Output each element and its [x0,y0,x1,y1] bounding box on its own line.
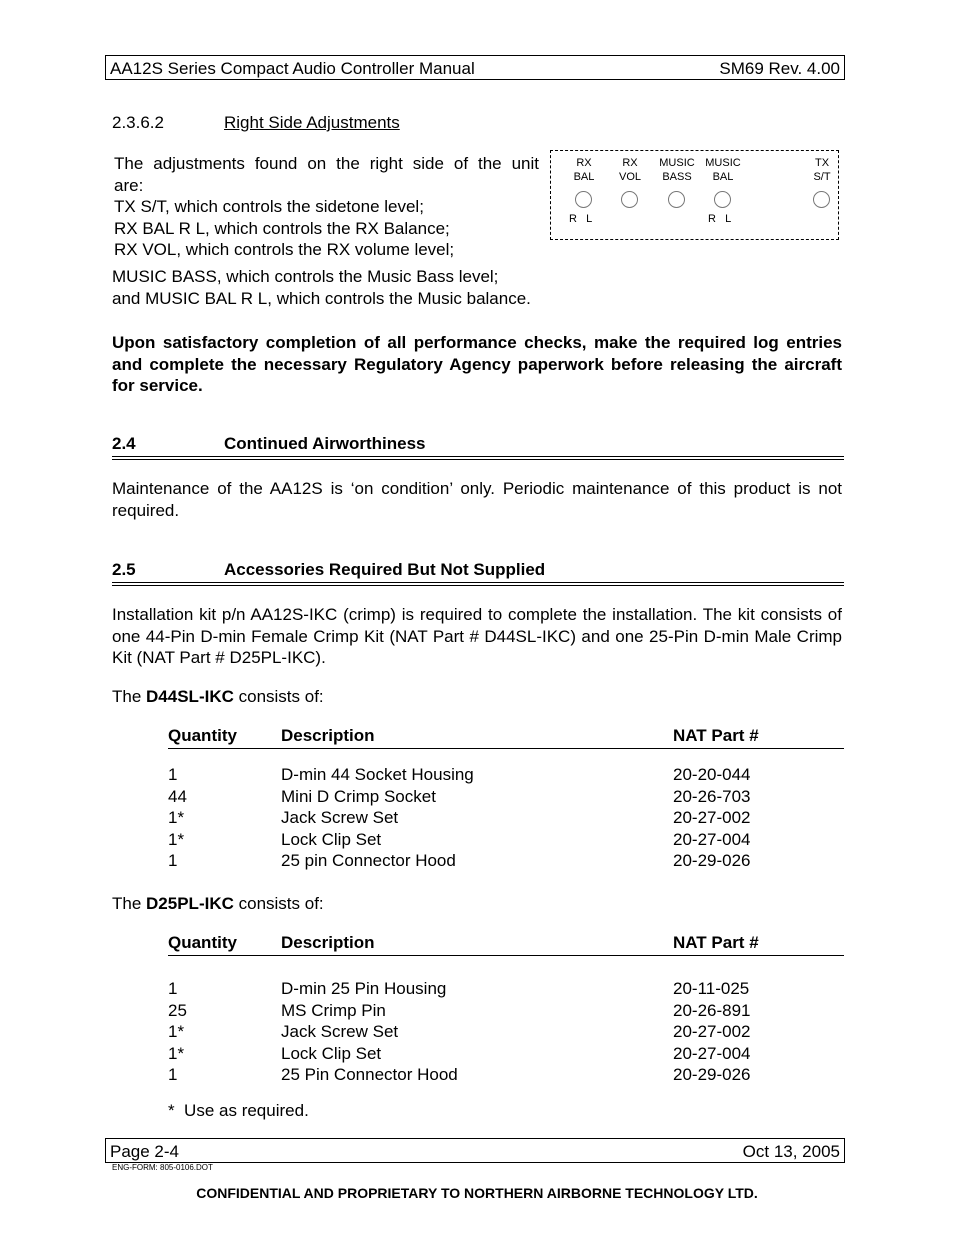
table-row: 1* Lock Clip Set 20-27-004 [168,1043,751,1063]
kit1-header-rule [168,748,844,749]
music-bass-knob-icon [668,191,685,208]
section-25-number: 2.5 [112,560,136,579]
adjust-line-7: and MUSIC BAL R L, which controls the Music balance. [112,289,531,308]
table-row: 44 Mini D Crimp Socket 20-26-703 [168,786,751,806]
table-row: 1 25 pin Connector Hood 20-29-026 [168,851,751,870]
table-row: 1 25 Pin Connector Hood 20-29-026 [168,1065,751,1084]
adjust-line-6: MUSIC BASS, which controls the Music Bass level; [112,267,499,286]
kit2-intro: The D25PL-IKC consists of: [112,894,324,913]
adjust-line-1: The adjustments found on the right side of the unit [114,154,539,173]
adjust-line-4: RX BAL R L, which controls the RX Balance; [114,219,450,238]
footer-date: Oct 13, 2005 [742,1142,840,1161]
knob-label-rx-vol: RX VOL [618,157,641,183]
kit1-intro: The D44SL-IKC consists of: [112,687,324,706]
section-25-body: Installation kit p/n AA12S-IKC (crimp) is required to complete the installation. The kit consists of one 44-Pin D-min Female Crimp Kit (NAT Part # D44SL-IKC) and one 25-Pin D-min Male Crimp Kit (NAT Part # D25PL-IKC). [112,605,842,667]
section-24-body: Maintenance of the AA12S is ‘on condition’ only. Periodic maintenance of this product is not required. [112,479,842,520]
music-bal-rl-label: R L [708,213,732,225]
table-row: 1* Jack Screw Set 20-27-002 [168,1022,751,1041]
table-row: 1* Lock Clip Set 20-27-004 [168,829,751,849]
page-footer [105,1138,845,1163]
rx-vol-knob-icon [621,191,638,208]
adjust-line-3: TX S/T, which controls the sidetone level; [114,197,424,216]
section-2362-title: Right Side Adjustments [224,113,400,132]
tx-st-knob-icon [813,191,830,208]
table-row: 1* Jack Screw Set 20-27-002 [168,808,751,827]
table-row: 25 MS Crimp Pin 20-26-891 [168,1000,751,1020]
knob-label-music-bal: MUSIC BAL [705,157,741,183]
knob-label-tx-st: TX S/T [813,157,831,183]
rx-bal-knob-icon [575,191,592,208]
section-25-title: Accessories Required But Not Supplied [224,560,546,579]
right-side-panel-diagram [550,150,839,240]
revision: SM69 Rev. 4.00 [719,59,840,78]
kit2-header-part: NAT Part # [673,933,759,952]
section-25-rule [112,582,844,586]
knob-label-rx-bal: RX BAL [573,157,595,183]
page-number: Page 2-4 [110,1142,179,1161]
section-2362-number: 2.3.6.2 [112,113,164,132]
manual-title: AA12S Series Compact Audio Controller Manual [110,59,475,78]
section-24-title: Continued Airworthiness [224,434,426,453]
music-bal-knob-icon [714,191,731,208]
kit2-header-rule [168,955,844,956]
knob-label-music-bass: MUSIC BASS [659,157,695,183]
use-as-required-note: * Use as required. [168,1101,309,1120]
adjust-line-5: RX VOL, which controls the RX volume level; [114,240,455,259]
rx-bal-rl-label: R L [569,213,593,225]
kit1-header-part: NAT Part # [673,726,759,745]
page-header [105,55,845,80]
kit1-header-quantity: Quantity [168,726,237,745]
kit1-header-description: Description [281,726,375,745]
kit2-header-quantity: Quantity [168,933,237,952]
section-24-rule [112,456,844,460]
section-24-number: 2.4 [112,434,136,453]
table-row: 1 D-min 25 Pin Housing 20-11-025 [168,979,750,998]
confidential-notice: CONFIDENTIAL AND PROPRIETARY TO NORTHERN AIRBORNE TECHNOLOGY LTD. [196,1185,758,1201]
eng-form-id: ENG-FORM: 805-0106.DOT [112,1163,213,1172]
kit2-header-description: Description [281,933,375,952]
table-row: 1 D-min 44 Socket Housing 20-20-044 [168,765,751,784]
adjust-line-2: are: [114,176,144,195]
completion-notice: Upon satisfactory completion of all performance checks, make the required log entries and complete the necessary Regulatory Agency paperwork before releasing the aircraft for service. [112,333,842,395]
